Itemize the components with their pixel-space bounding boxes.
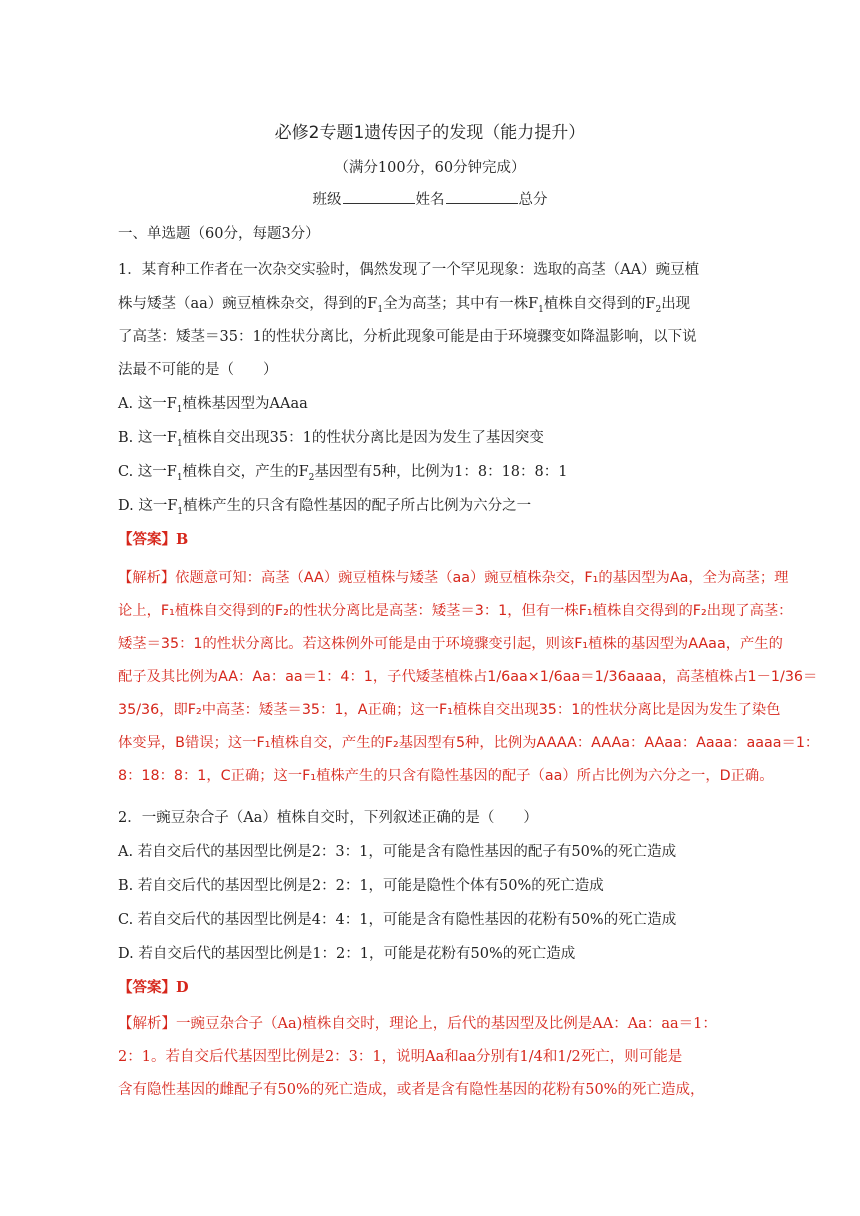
q2-expl-line: 含有隐性基因的雌配子有50%的死亡造成，或者是含有隐性基因的花粉有50%的死亡造成， — [118, 1082, 705, 1098]
class-label: 班级 — [312, 192, 342, 208]
q1-stem-line-1: 1．某育种工作者在一次杂交实验时，偶然发现了一个罕见现象：选取的高茎（AA）豌豆植 — [118, 262, 700, 278]
total-label: 总分 — [518, 192, 548, 208]
student-info-line — [0, 188, 860, 209]
q2-option-d: D. 若自交后代的基因型比例是1：2：1，可能是花粉有50%的死亡造成 — [118, 946, 576, 962]
q1-expl-line: 论上，F₁植株自交得到的F₂的性状分离比是高茎：矮茎＝3：1，但有一株F₁植株自交得到的F₂出现了高茎： — [118, 603, 793, 619]
q1-option-d: D. 这一$F_1$植株产生的只含有隐性基因的配子所占比例为六分之一 — [118, 498, 532, 517]
q2-explanation — [118, 1008, 717, 1107]
name-blank — [446, 189, 518, 204]
q1-stem-line-4: 法最不可能的是（ ） — [118, 362, 278, 378]
q2-expl-line: 2：1。若自交后代基因型比例是2：3：1，说明Aa和aa分别有1/4和1/2死亡，则可能是 — [118, 1049, 683, 1065]
page-title: 必修2专题1遗传因子的发现（能力提升） — [274, 123, 586, 143]
q1-expl-line: 【解析】依题意可知：高茎（AA）豌豆植株与矮茎（aa）豌豆植株杂交，F₁的基因型为Aa，全为高茎；理 — [118, 570, 789, 586]
q1-expl-line: 体变异，B错误；这一F₁植株自交，产生的F₂基因型有5种，比例为AAAA：AAAa：AAaa：Aaaa：aaaa＝1： — [118, 735, 820, 751]
q2-option-b: B. 若自交后代的基因型比例是2：2：1，可能是隐性个体有50%的死亡造成 — [118, 878, 604, 894]
name-label: 姓名 — [415, 192, 445, 208]
q1-stem-line-2: 株与矮茎（aa）豌豆植株杂交，得到的$F_1$全为高茎；其中有一株$F_1$植株自交得到的$F_2$出现 — [118, 296, 691, 315]
q1-expl-line: 35/36，即F₂中高茎：矮茎＝35：1，A正确；这一F₁植株自交出现35：1的性状分离比是因为发生了染色 — [118, 702, 781, 718]
q2-answer: 【答案】D — [118, 979, 189, 996]
q1-explanation — [118, 562, 848, 793]
q2-stem: 2．一豌豆杂合子（Aa）植株自交时，下列叙述正确的是（ ） — [118, 810, 538, 826]
q1-expl-line: 配子及其比例为AA：Aa：aa＝1：4：1，子代矮茎植株占1/6aa×1/6aa＝1/36aaaa，高茎植株占1－1/36＝ — [118, 669, 818, 685]
q1-expl-line: 矮茎＝35：1的性状分离比。若这株例外可能是由于环境骤变引起，则该F₁植株的基因型为AAaa，产生的 — [118, 636, 783, 652]
section-heading: 一、单选题（60分，每题3分） — [118, 226, 320, 242]
q1-expl-line: 8：18：8：1，C正确；这一F₁植株产生的只含有隐性基因的配子（aa）所占比例为六分之一，D正确。 — [118, 768, 774, 784]
q1-answer: 【答案】B — [118, 531, 189, 548]
page-subtitle: （满分100分，60分钟完成） — [334, 160, 526, 176]
q1-option-c: C. 这一$F_1$植株自交，产生的$F_2$基因型有5种，比例为1：8：18：8：1 — [118, 464, 568, 483]
q1-stem-line-3: 了高茎：矮茎＝35：1的性状分离比，分析此现象可能是由于环境骤变如降温影响，以下说 — [118, 329, 697, 345]
q2-option-a: A. 若自交后代的基因型比例是2：3：1，可能是含有隐性基因的配子有50%的死亡造成 — [118, 844, 677, 860]
q2-option-c: C. 若自交后代的基因型比例是4：4：1，可能是含有隐性基因的花粉有50%的死亡造成 — [118, 912, 677, 928]
q1-option-a: A. 这一$F_1$植株基因型为AAaa — [118, 396, 308, 415]
q1-option-b: B. 这一$F_1$植株自交出现35：1的性状分离比是因为发生了基因突变 — [118, 430, 544, 449]
q2-expl-line: 【解析】一豌豆杂合子（Aa)植株自交时，理论上，后代的基因型及比例是AA：Aa：aa＝1： — [118, 1016, 717, 1032]
class-blank — [343, 189, 415, 204]
